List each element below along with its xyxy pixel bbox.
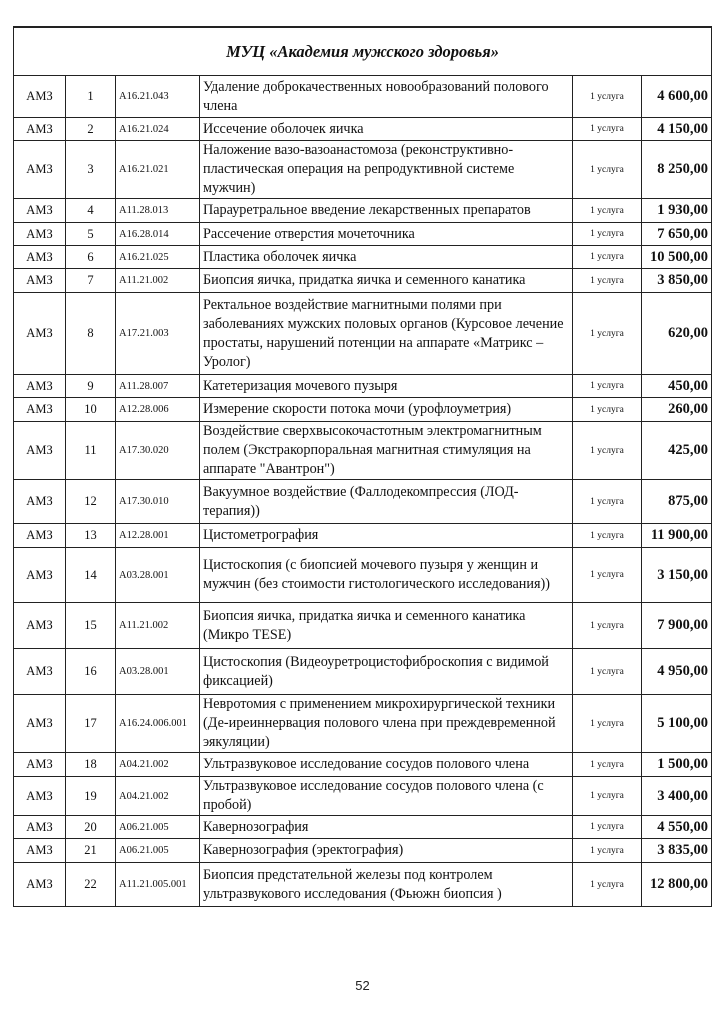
service-unit: 1 услуга xyxy=(573,695,642,753)
service-department: АМЗ xyxy=(14,76,66,118)
service-code: A06.21.005 xyxy=(116,816,200,839)
service-unit: 1 услуга xyxy=(573,603,642,649)
service-name: Цистоскопия (с биопсией мочевого пузыря у женщин и мужчин (без стоимости гистологического исследования)) xyxy=(200,548,573,603)
service-code: A03.28.001 xyxy=(116,649,200,695)
service-code: A11.21.002 xyxy=(116,269,200,293)
service-code: A17.30.020 xyxy=(116,422,200,480)
table-row xyxy=(14,422,712,480)
service-code: A12.28.006 xyxy=(116,398,200,422)
service-department: АМЗ xyxy=(14,695,66,753)
service-price: 425,00 xyxy=(642,422,712,480)
service-name: Вакуумное воздействие (Фаллодекомпрессия (ЛОД-терапия)) xyxy=(200,480,573,524)
table-row xyxy=(14,269,712,293)
service-price: 5 100,00 xyxy=(642,695,712,753)
service-code: A16.21.021 xyxy=(116,141,200,199)
service-number: 9 xyxy=(66,375,116,398)
service-code: A16.21.024 xyxy=(116,118,200,141)
service-price: 450,00 xyxy=(642,375,712,398)
service-number: 19 xyxy=(66,777,116,816)
service-unit: 1 услуга xyxy=(573,816,642,839)
service-number: 22 xyxy=(66,863,116,907)
service-price: 4 150,00 xyxy=(642,118,712,141)
service-department: АМЗ xyxy=(14,649,66,695)
service-name: Ультразвуковое исследование сосудов полового члена xyxy=(200,753,573,777)
service-price: 4 550,00 xyxy=(642,816,712,839)
service-unit: 1 услуга xyxy=(573,269,642,293)
service-price: 7 900,00 xyxy=(642,603,712,649)
service-department: АМЗ xyxy=(14,223,66,246)
service-name: Наложение вазо-вазоанастомоза (реконструктивно-пластическая операция на репродуктивной системе мужчин) xyxy=(200,141,573,199)
service-code: A11.28.007 xyxy=(116,375,200,398)
table-row xyxy=(14,480,712,524)
table-row xyxy=(14,695,712,753)
service-price: 8 250,00 xyxy=(642,141,712,199)
service-unit: 1 услуга xyxy=(573,422,642,480)
service-unit: 1 услуга xyxy=(573,548,642,603)
service-name: Рассечение отверстия мочеточника xyxy=(200,223,573,246)
service-code: A16.28.014 xyxy=(116,223,200,246)
service-unit: 1 услуга xyxy=(573,480,642,524)
table-row xyxy=(14,816,712,839)
service-department: АМЗ xyxy=(14,524,66,548)
service-number: 16 xyxy=(66,649,116,695)
service-code: A12.28.001 xyxy=(116,524,200,548)
service-code: A11.21.005.001 xyxy=(116,863,200,907)
service-department: АМЗ xyxy=(14,548,66,603)
service-number: 13 xyxy=(66,524,116,548)
service-number: 17 xyxy=(66,695,116,753)
service-price: 260,00 xyxy=(642,398,712,422)
service-name: Пластика оболочек яичка xyxy=(200,246,573,269)
service-code: A03.28.001 xyxy=(116,548,200,603)
service-unit: 1 услуга xyxy=(573,777,642,816)
service-code: A16.24.006.001 xyxy=(116,695,200,753)
service-name: Биопсия яичка, придатка яичка и семенного канатика xyxy=(200,269,573,293)
service-number: 5 xyxy=(66,223,116,246)
service-code: A04.21.002 xyxy=(116,777,200,816)
service-number: 11 xyxy=(66,422,116,480)
service-number: 2 xyxy=(66,118,116,141)
service-name: Ультразвуковое исследование сосудов полового члена (с пробой) xyxy=(200,777,573,816)
table-row xyxy=(14,753,712,777)
service-code: A16.21.043 xyxy=(116,76,200,118)
service-number: 7 xyxy=(66,269,116,293)
service-price: 3 400,00 xyxy=(642,777,712,816)
service-department: АМЗ xyxy=(14,863,66,907)
service-price: 10 500,00 xyxy=(642,246,712,269)
service-code: A17.30.010 xyxy=(116,480,200,524)
service-department: АМЗ xyxy=(14,398,66,422)
service-number: 20 xyxy=(66,816,116,839)
service-number: 1 xyxy=(66,76,116,118)
table-row xyxy=(14,839,712,863)
service-code: A06.21.005 xyxy=(116,839,200,863)
service-name: Катетеризация мочевого пузыря xyxy=(200,375,573,398)
service-unit: 1 услуга xyxy=(573,223,642,246)
table-row xyxy=(14,199,712,223)
service-number: 15 xyxy=(66,603,116,649)
service-name: Кавернозография (эректография) xyxy=(200,839,573,863)
table-row xyxy=(14,246,712,269)
service-code: A11.21.002 xyxy=(116,603,200,649)
service-name: Парауретральное введение лекарственных препаратов xyxy=(200,199,573,223)
service-number: 10 xyxy=(66,398,116,422)
service-price: 1 930,00 xyxy=(642,199,712,223)
service-unit: 1 услуга xyxy=(573,199,642,223)
service-price: 1 500,00 xyxy=(642,753,712,777)
service-number: 14 xyxy=(66,548,116,603)
service-number: 3 xyxy=(66,141,116,199)
service-department: АМЗ xyxy=(14,269,66,293)
service-department: АМЗ xyxy=(14,118,66,141)
table-row xyxy=(14,548,712,603)
table-row xyxy=(14,603,712,649)
service-price: 3 150,00 xyxy=(642,548,712,603)
service-department: АМЗ xyxy=(14,293,66,375)
table-row xyxy=(14,777,712,816)
service-code: A04.21.002 xyxy=(116,753,200,777)
service-department: АМЗ xyxy=(14,753,66,777)
service-unit: 1 услуга xyxy=(573,398,642,422)
service-name: Кавернозография xyxy=(200,816,573,839)
service-code: A11.28.013 xyxy=(116,199,200,223)
table-row xyxy=(14,649,712,695)
service-department: АМЗ xyxy=(14,199,66,223)
service-price: 3 835,00 xyxy=(642,839,712,863)
service-unit: 1 услуга xyxy=(573,141,642,199)
service-code: A16.21.025 xyxy=(116,246,200,269)
service-name: Биопсия яичка, придатка яичка и семенного канатика (Микро TESE) xyxy=(200,603,573,649)
service-name: Измерение скорости потока мочи (урофлоуметрия) xyxy=(200,398,573,422)
service-unit: 1 услуга xyxy=(573,753,642,777)
service-price: 4 600,00 xyxy=(642,76,712,118)
table-row xyxy=(14,293,712,375)
table-row xyxy=(14,863,712,907)
service-name: Ректальное воздействие магнитными полями при заболеваниях мужских половых органов (Курсовое лечение простаты, нарушений потенции на аппарате «Матрикс – Уролог) xyxy=(200,293,573,375)
service-unit: 1 услуга xyxy=(573,649,642,695)
service-unit: 1 услуга xyxy=(573,524,642,548)
service-department: АМЗ xyxy=(14,603,66,649)
table-row xyxy=(14,76,712,118)
table-row xyxy=(14,223,712,246)
service-price: 620,00 xyxy=(642,293,712,375)
price-list-table xyxy=(13,26,712,907)
table-title: МУЦ «Академия мужского здоровья» xyxy=(14,27,712,76)
service-name: Цистометрография xyxy=(200,524,573,548)
service-unit: 1 услуга xyxy=(573,839,642,863)
service-department: АМЗ xyxy=(14,816,66,839)
service-department: АМЗ xyxy=(14,246,66,269)
service-department: АМЗ xyxy=(14,422,66,480)
service-price: 12 800,00 xyxy=(642,863,712,907)
service-name: Биопсия предстательной железы под контролем ультразвукового исследования (Фьюжн биопсия ) xyxy=(200,863,573,907)
service-price: 7 650,00 xyxy=(642,223,712,246)
service-department: АМЗ xyxy=(14,141,66,199)
service-number: 6 xyxy=(66,246,116,269)
service-department: АМЗ xyxy=(14,777,66,816)
service-name: Воздействие сверхвысокочастотным электромагнитным полем (Экстракорпоральная магнитная стимуляция на аппарате "Авантрон") xyxy=(200,422,573,480)
service-price: 3 850,00 xyxy=(642,269,712,293)
table-row xyxy=(14,398,712,422)
price-list-body xyxy=(14,27,712,907)
page-number: 52 xyxy=(355,978,370,993)
service-number: 4 xyxy=(66,199,116,223)
table-row xyxy=(14,141,712,199)
service-price: 11 900,00 xyxy=(642,524,712,548)
service-unit: 1 услуга xyxy=(573,118,642,141)
service-number: 8 xyxy=(66,293,116,375)
service-number: 18 xyxy=(66,753,116,777)
service-code: A17.21.003 xyxy=(116,293,200,375)
table-row xyxy=(14,524,712,548)
service-name: Невротомия с применением микрохирургической техники (Де-иреиннервация полового члена при преждевременной эякуляции) xyxy=(200,695,573,753)
service-unit: 1 услуга xyxy=(573,863,642,907)
service-price: 4 950,00 xyxy=(642,649,712,695)
service-department: АМЗ xyxy=(14,375,66,398)
service-department: АМЗ xyxy=(14,839,66,863)
service-name: Удаление доброкачественных новообразований полового члена xyxy=(200,76,573,118)
service-name: Цистоскопия (Видеоуретроцистофиброскопия с видимой фиксацией) xyxy=(200,649,573,695)
service-unit: 1 услуга xyxy=(573,293,642,375)
service-name: Иссечение оболочек яичка xyxy=(200,118,573,141)
table-row xyxy=(14,375,712,398)
table-row xyxy=(14,118,712,141)
service-unit: 1 услуга xyxy=(573,375,642,398)
service-number: 12 xyxy=(66,480,116,524)
service-number: 21 xyxy=(66,839,116,863)
service-department: АМЗ xyxy=(14,480,66,524)
service-unit: 1 услуга xyxy=(573,76,642,118)
table-header-row xyxy=(14,27,712,76)
service-price: 875,00 xyxy=(642,480,712,524)
service-unit: 1 услуга xyxy=(573,246,642,269)
